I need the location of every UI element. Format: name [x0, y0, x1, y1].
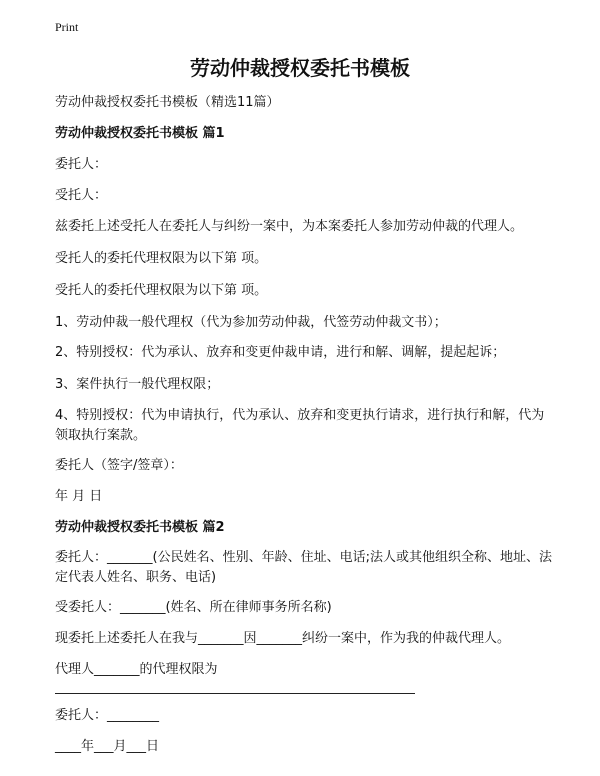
section1-heading: 劳动仲裁授权委托书模板 篇1: [55, 126, 225, 141]
section2-date: ____年___月___日: [55, 739, 160, 754]
section2-principal: 委托人：_______(公民姓名、性别、年龄、住址、电话;法人或其他组织全称、地址、法定代表人姓名、职务、电话): [55, 550, 552, 585]
document-subtitle: 劳动仲裁授权委托书模板（精选11篇）: [55, 95, 280, 110]
section1-item1: 1、劳动仲裁一般代理权（代为参加劳动仲裁，代签劳动仲裁文书）；: [55, 315, 447, 330]
section1-agent: 受托人：: [55, 188, 108, 203]
section2-heading: 劳动仲裁授权委托书模板 篇2: [55, 520, 225, 535]
section1-item3: 3、案件执行一般代理权限；: [55, 377, 220, 392]
section2-principal-sign: 委托人：________: [55, 708, 160, 723]
section1-intro: 兹委托上述受托人在委托人与纠纷一案中，为本案委托人参加劳动仲裁的代理人。: [55, 219, 524, 234]
print-label[interactable]: Print: [55, 20, 79, 34]
section1-date: 年 月 日: [55, 489, 103, 504]
document-title: 劳动仲裁授权委托书模板: [190, 56, 410, 80]
section1-principal: 委托人：: [55, 157, 108, 172]
section1-signature: 委托人（签字/签章）：: [55, 458, 183, 473]
signature-line: [55, 693, 415, 694]
section1-item2: 2、特别授权：代为承认、放弃和变更仲裁申请，进行和解、调解，提起起诉；: [55, 345, 506, 360]
section2-entrust: 现委托上述委托人在我与_______因_______纠纷一案中，作为我的仲裁代理人。: [55, 631, 511, 646]
section1-item4: 4、特别授权：代为申请执行，代为承认、放弃和变更执行请求，进行执行和解，代为领取执行案款。: [55, 408, 545, 443]
section1-scope-a: 受托人的委托代理权限为以下第 项。: [55, 251, 268, 266]
section2-scope: 代理人_______的代理权限为: [55, 662, 218, 677]
section2-agent: 受委托人：_______(姓名、所在律师事务所名称): [55, 600, 332, 615]
section1-scope-b: 受托人的委托代理权限为以下第 项。: [55, 283, 268, 298]
